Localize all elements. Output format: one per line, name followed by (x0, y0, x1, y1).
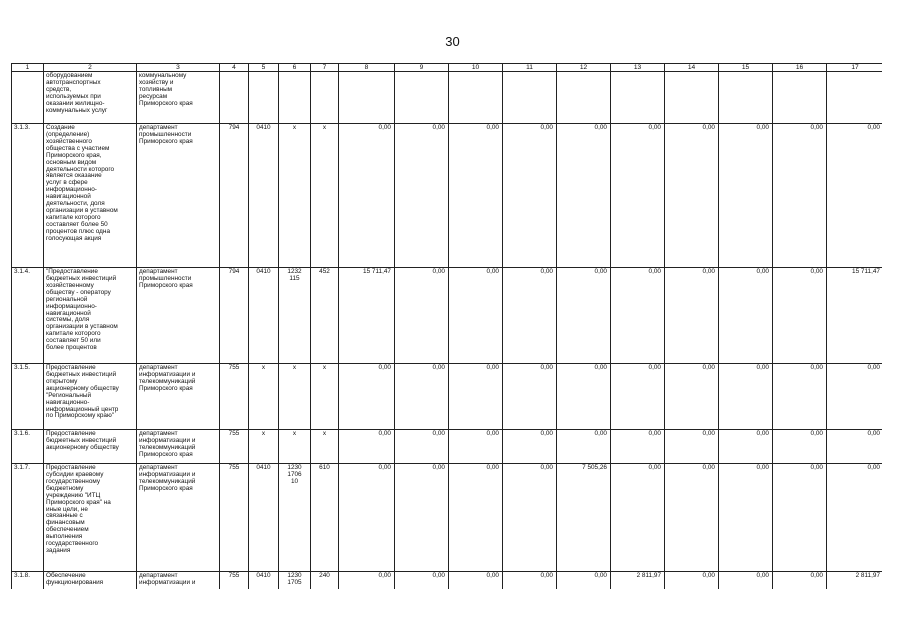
budget-table (11, 63, 882, 589)
cell-col-9: 0,00 (395, 572, 449, 589)
cell-col-10: 0,00 (449, 364, 503, 430)
cell-col-17: 2 811,97 (827, 572, 883, 589)
cell-col-8: 0,00 (339, 430, 395, 464)
cell-col-14: 0,00 (665, 268, 719, 364)
header-cell: 15 (719, 64, 773, 72)
cell-col-8: 0,00 (339, 464, 395, 572)
cell-grbs: 794 (220, 124, 249, 268)
cell-col-10: 0,00 (449, 572, 503, 589)
cell-col-10 (449, 72, 503, 124)
cell-col-13 (611, 72, 665, 124)
cell-col-12 (557, 72, 611, 124)
cell-grbs: 755 (220, 364, 249, 430)
cell-col-10: 0,00 (449, 464, 503, 572)
cell-col-9: 0,00 (395, 464, 449, 572)
cell-col-10: 0,00 (449, 124, 503, 268)
cell-col-8: 15 711,47 (339, 268, 395, 364)
budget-table-sheet (11, 63, 882, 589)
cell-executor: департамент промышленности Приморского края (137, 268, 220, 364)
cell-col-17: 0,00 (827, 364, 883, 430)
cell-executor: департамент информатизации и (137, 572, 220, 589)
cell-col-17: 0,00 (827, 430, 883, 464)
cell-col-15: 0,00 (719, 268, 773, 364)
table-row (12, 72, 883, 124)
table-row (12, 124, 883, 268)
cell-col-13: 0,00 (611, 268, 665, 364)
cell-target-article (279, 72, 311, 124)
cell-name: Создание (определение) хозяйственного общества с участием Приморского края, основным видом деятельности которого является оказание услуг в сфере информационно- навигационной деятельности, доля организации в уставном капитале которого составляет более 50 процентов плюс одна голосующая акция (44, 124, 137, 268)
cell-section: х (249, 430, 279, 464)
cell-col-14: 0,00 (665, 464, 719, 572)
cell-col-12: 0,00 (557, 268, 611, 364)
cell-expense-type: х (311, 430, 339, 464)
cell-target-article: х (279, 430, 311, 464)
table-row (12, 464, 883, 572)
cell-col-15 (719, 72, 773, 124)
header-cell: 6 (279, 64, 311, 72)
header-cell: 8 (339, 64, 395, 72)
page-number: 30 (445, 34, 460, 49)
header-cell: 1 (12, 64, 44, 72)
cell-col-17: 15 711,47 (827, 268, 883, 364)
cell-grbs: 755 (220, 430, 249, 464)
cell-col-8: 0,00 (339, 124, 395, 268)
table-header-row (12, 64, 883, 72)
cell-col-13: 2 811,97 (611, 572, 665, 589)
cell-expense-type: 452 (311, 268, 339, 364)
cell-grbs: 755 (220, 464, 249, 572)
cell-code: 3.1.8. (12, 572, 44, 589)
cell-executor: департамент информатизации и телекоммуникаций Приморского края (137, 364, 220, 430)
header-cell: 11 (503, 64, 557, 72)
cell-grbs: 755 (220, 572, 249, 589)
cell-col-17: 0,00 (827, 464, 883, 572)
table-row (12, 364, 883, 430)
header-cell: 17 (827, 64, 883, 72)
cell-col-8 (339, 72, 395, 124)
cell-col-16: 0,00 (773, 464, 827, 572)
cell-col-8: 0,00 (339, 572, 395, 589)
cell-expense-type: 240 (311, 572, 339, 589)
cell-col-14: 0,00 (665, 430, 719, 464)
cell-col-12: 0,00 (557, 430, 611, 464)
cell-section: 0410 (249, 572, 279, 589)
cell-code: 3.1.6. (12, 430, 44, 464)
cell-col-14: 0,00 (665, 124, 719, 268)
header-cell: 4 (220, 64, 249, 72)
cell-target-article: х (279, 364, 311, 430)
cell-col-12: 0,00 (557, 364, 611, 430)
cell-col-16: 0,00 (773, 124, 827, 268)
cell-code: 3.1.4. (12, 268, 44, 364)
header-cell: 5 (249, 64, 279, 72)
cell-col-9: 0,00 (395, 364, 449, 430)
cell-col-9: 0,00 (395, 430, 449, 464)
table-row (12, 572, 883, 589)
cell-grbs (220, 72, 249, 124)
cell-target-article: 1230 1705 (279, 572, 311, 589)
cell-col-11: 0,00 (503, 572, 557, 589)
cell-code: 3.1.7. (12, 464, 44, 572)
cell-name: Предоставление бюджетных инвестиций акционерному обществу (44, 430, 137, 464)
cell-col-15: 0,00 (719, 364, 773, 430)
header-cell: 13 (611, 64, 665, 72)
cell-section: 0410 (249, 268, 279, 364)
cell-section: х (249, 364, 279, 430)
cell-target-article: 1232 115 (279, 268, 311, 364)
header-cell: 2 (44, 64, 137, 72)
cell-col-16: 0,00 (773, 268, 827, 364)
cell-name: Предоставление субсидии краевому государственному бюджетному учреждению "ИТЦ Приморского края" на иные цели, не связанные с финансовым обеспечением выполнения государственного задания (44, 464, 137, 572)
cell-col-17: 0,00 (827, 124, 883, 268)
cell-col-12: 7 505,26 (557, 464, 611, 572)
cell-name: оборудованием автотранспортных средств, используемых при оказании жилищно- коммунальных услуг (44, 72, 137, 124)
cell-section (249, 72, 279, 124)
cell-expense-type: х (311, 364, 339, 430)
cell-col-10: 0,00 (449, 268, 503, 364)
header-cell: 9 (395, 64, 449, 72)
cell-col-15: 0,00 (719, 464, 773, 572)
cell-col-14 (665, 72, 719, 124)
cell-col-15: 0,00 (719, 430, 773, 464)
cell-col-15: 0,00 (719, 124, 773, 268)
cell-col-12: 0,00 (557, 124, 611, 268)
cell-col-11: 0,00 (503, 268, 557, 364)
table-row (12, 430, 883, 464)
cell-col-8: 0,00 (339, 364, 395, 430)
cell-col-9 (395, 72, 449, 124)
cell-col-14: 0,00 (665, 572, 719, 589)
cell-col-9: 0,00 (395, 268, 449, 364)
cell-col-11: 0,00 (503, 124, 557, 268)
cell-executor: департамент информатизации и телекоммуникаций Приморского края (137, 430, 220, 464)
cell-col-17 (827, 72, 883, 124)
cell-section: 0410 (249, 124, 279, 268)
cell-col-16: 0,00 (773, 364, 827, 430)
cell-executor: департамент промышленности Приморского края (137, 124, 220, 268)
cell-col-13: 0,00 (611, 364, 665, 430)
cell-col-11: 0,00 (503, 430, 557, 464)
cell-expense-type: х (311, 124, 339, 268)
cell-section: 0410 (249, 464, 279, 572)
cell-code: 3.1.5. (12, 364, 44, 430)
cell-executor: коммунальному хозяйству и топливным ресурсам Приморского края (137, 72, 220, 124)
cell-name: Обеспечение функционирования (44, 572, 137, 589)
cell-col-13: 0,00 (611, 430, 665, 464)
cell-col-12: 0,00 (557, 572, 611, 589)
cell-col-14: 0,00 (665, 364, 719, 430)
cell-code: 3.1.3. (12, 124, 44, 268)
header-cell: 10 (449, 64, 503, 72)
cell-col-16: 0,00 (773, 430, 827, 464)
cell-target-article: 1230 1706 10 (279, 464, 311, 572)
cell-executor: департамент информатизации и телекоммуникаций Приморского края (137, 464, 220, 572)
cell-col-10: 0,00 (449, 430, 503, 464)
cell-col-11: 0,00 (503, 464, 557, 572)
cell-col-11: 0,00 (503, 364, 557, 430)
header-cell: 16 (773, 64, 827, 72)
cell-code (12, 72, 44, 124)
cell-col-11 (503, 72, 557, 124)
cell-col-16: 0,00 (773, 572, 827, 589)
cell-col-9: 0,00 (395, 124, 449, 268)
header-cell: 7 (311, 64, 339, 72)
cell-name: Предоставление бюджетных инвестиций открытому акционерному обществу "Региональный навигационно- информационный центр по Приморскому краю" (44, 364, 137, 430)
cell-expense-type (311, 72, 339, 124)
cell-expense-type: 610 (311, 464, 339, 572)
cell-name: "Предоставление бюджетных инвестиций хозяйственному обществу - оператору региональной информационно- навигационной системы, доля организации в уставном капитале которого составляет 50 или более процентов (44, 268, 137, 364)
cell-col-15: 0,00 (719, 572, 773, 589)
header-cell: 12 (557, 64, 611, 72)
table-row (12, 268, 883, 364)
cell-col-13: 0,00 (611, 464, 665, 572)
cell-col-13: 0,00 (611, 124, 665, 268)
header-cell: 3 (137, 64, 220, 72)
cell-grbs: 794 (220, 268, 249, 364)
cell-col-16 (773, 72, 827, 124)
header-cell: 14 (665, 64, 719, 72)
cell-target-article: х (279, 124, 311, 268)
